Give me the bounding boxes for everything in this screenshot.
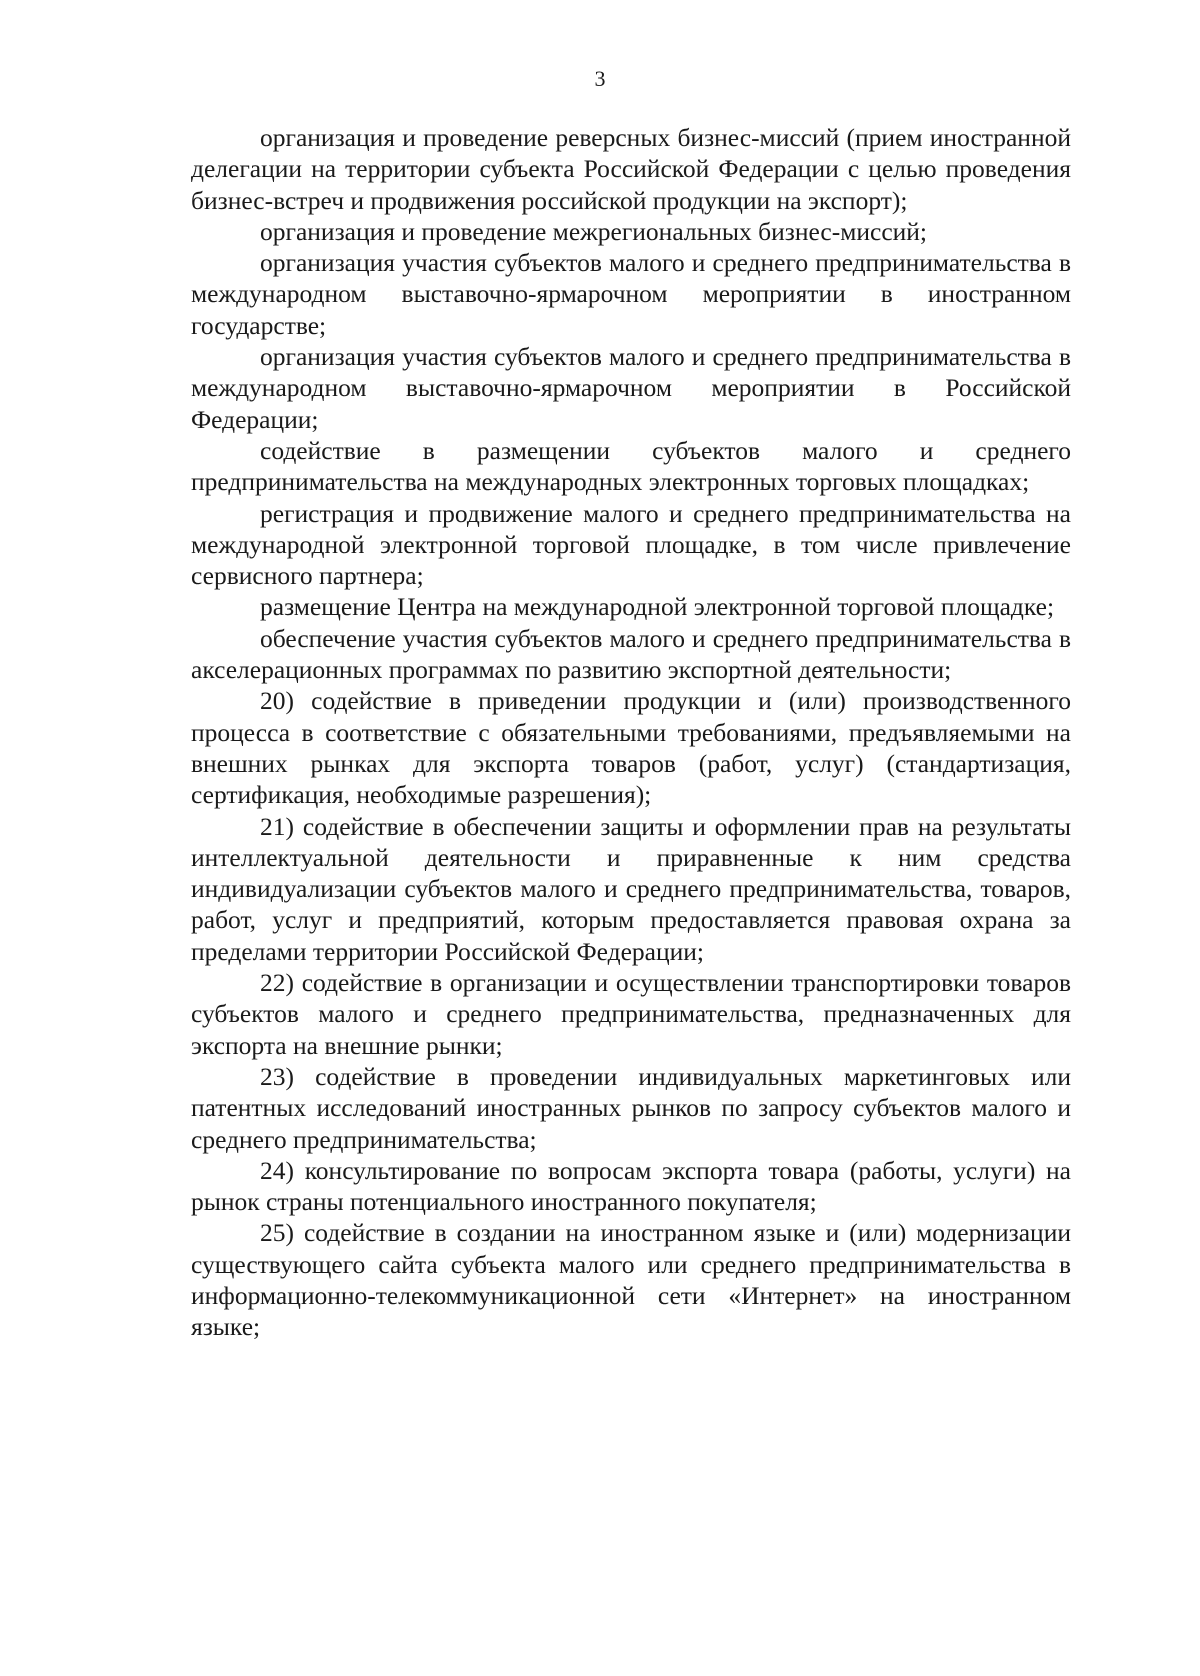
paragraph-exhibition-russia: организация участия субъектов малого и среднего предпринимательства в международном выставочно-ярмарочном мероприятии в Российской Федерации;	[191, 342, 1071, 434]
page-number: 3	[594, 66, 606, 91]
paragraph-reverse-business-missions: организация и проведение реверсных бизнес-миссий (прием иностранной делегации на территории субъекта Российской Федерации с целью проведения бизнес-встреч и продвижения российской продукции на экспорт);	[191, 123, 1071, 215]
paragraph-item-20: 20) содействие в приведении продукции и (или) производственного процесса в соответствие с обязательными требованиями, предъявляемыми на внешних рынках для экспорта товаров (работ, услуг) (стандартизация, сертификация, необходимые разрешения);	[191, 686, 1071, 810]
paragraph-item-21: 21) содействие в обеспечении защиты и оформлении прав на результаты интеллектуальной деятельности и приравненные к ним средства индивидуализации субъектов малого и среднего предпринимательства, товаров, работ, услуг и предприятий, которым предоставляется правовая охрана за пределами территории Российской Федерации;	[191, 811, 1071, 966]
paragraph-item-24: 24) консультирование по вопросам экспорта товара (работы, услуги) на рынок страны потенциального иностранного покупателя;	[191, 1155, 1071, 1217]
paragraph-exhibition-abroad: организация участия субъектов малого и среднего предпринимательства в международном выставочно-ярмарочном мероприятии в иностранном государстве;	[191, 248, 1071, 340]
paragraph-item-23: 23) содействие в проведении индивидуальных маркетинговых или патентных исследований иностранных рынков по запросу субъектов малого и среднего предпринимательства;	[191, 1061, 1071, 1154]
paragraph-acceleration-programs: обеспечение участия субъектов малого и среднего предпринимательства в акселерационных программах по развитию экспортной деятельности;	[191, 623, 1071, 685]
paragraph-registration-promotion: регистрация и продвижение малого и среднего предпринимательства на международной электронной торговой площадке, в том числе привлечение сервисного партнера;	[191, 498, 1071, 591]
paragraph-interregional-business-missions: организация и проведение межрегиональных бизнес-миссий;	[260, 216, 928, 246]
paragraph-center-placement: размещение Центра на международной электронной торговой площадке;	[260, 592, 1055, 622]
paragraph-item-25: 25) содействие в создании на иностранном языке и (или) модернизации существующего сайта субъекта малого или среднего предпринимательства в информационно-телекоммуникационной сети «Интернет» на иностранном языке;	[191, 1218, 1071, 1342]
paragraph-item-22: 22) содействие в организации и осуществлении транспортировки товаров субъектов малого и среднего предпринимательства, предназначенных для экспорта на внешние рынки;	[191, 968, 1071, 1060]
document-body	[191, 122, 1071, 1343]
paragraph-electronic-platforms: содействие в размещении субъектов малого и среднего предпринимательства на международных электронных торговых площадках;	[191, 435, 1071, 497]
